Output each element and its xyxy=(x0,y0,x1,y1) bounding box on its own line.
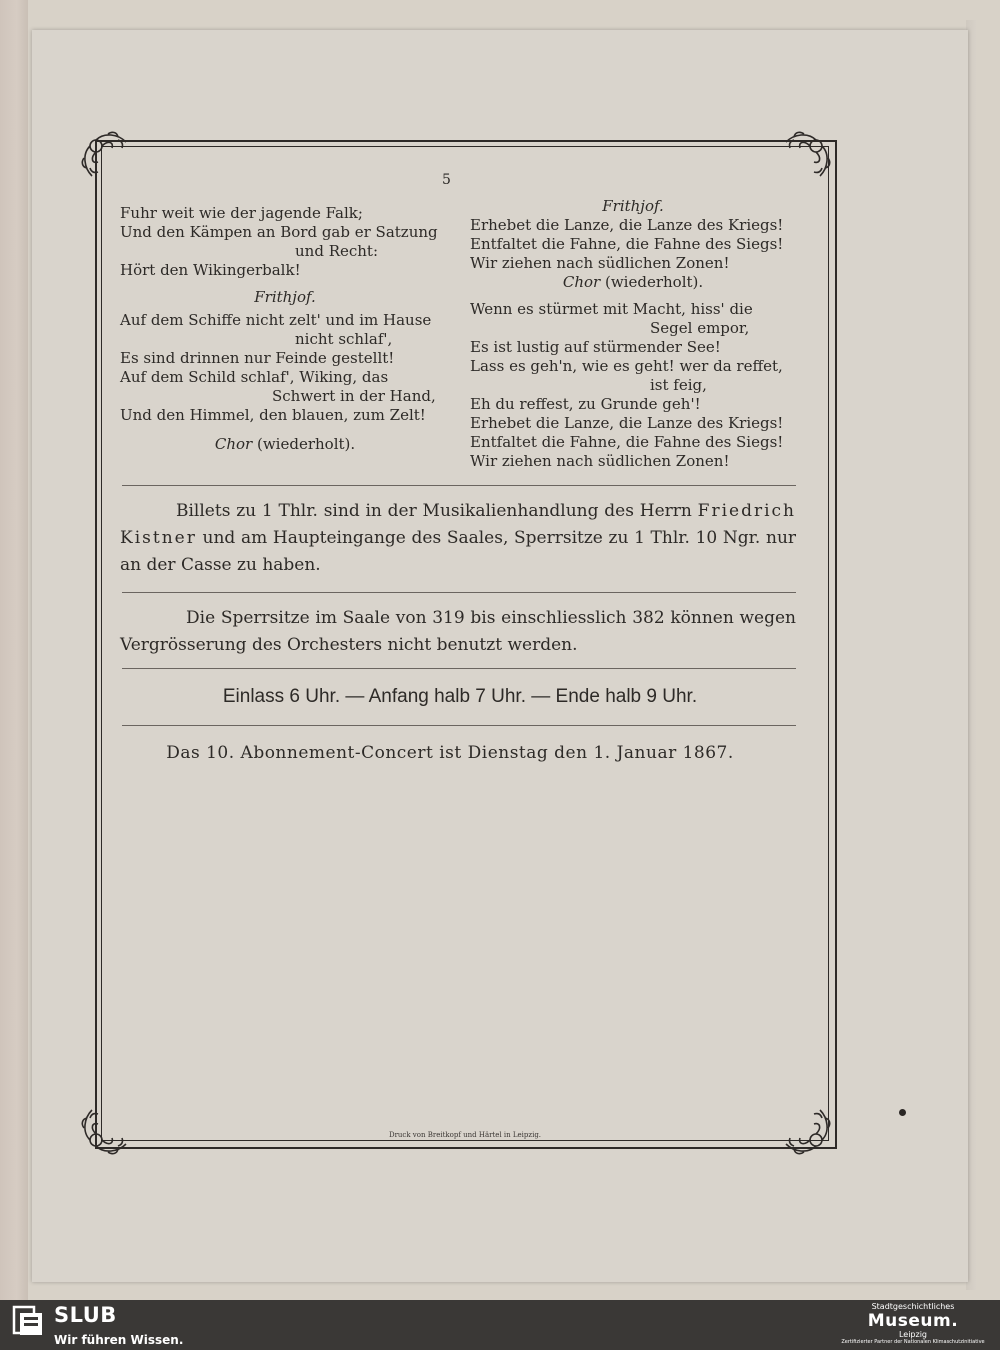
printer-imprint: Druck von Breitkopf und Härtel in Leipzig. xyxy=(388,1131,542,1139)
previous-page-edge xyxy=(0,0,28,1300)
poem-line: Auf dem Schild schlaf', Wiking, das xyxy=(120,368,389,386)
poem-line: Es ist lustig auf stürmender See! xyxy=(470,338,721,356)
poem-line: ist feig, xyxy=(650,376,707,394)
poem-line: Schwert in der Hand, xyxy=(272,387,436,405)
schedule-times: Einlass 6 Uhr. — Anfang halb 7 Uhr. — Ende halb 9 Uhr. xyxy=(222,686,698,707)
partner-logo xyxy=(838,1302,988,1346)
ticket-info-text: nur an der Casse zu haben. xyxy=(120,528,797,575)
chorus-repeat: (wiederholt). xyxy=(604,273,704,291)
chorus-repeat: (wiederholt). xyxy=(256,435,356,453)
speaker-heading: Frithjof. xyxy=(254,288,316,306)
corner-ornament-icon xyxy=(772,1096,834,1158)
library-tagline: Wir führen Wissen. xyxy=(54,1333,184,1347)
seller-last-name: Kistner xyxy=(120,528,197,548)
seating-notice: Die Sperrsitze im Saale von 319 bis einschliesslich 382 können wegen Vergrösserung des Orchesters nicht benutzt werden. xyxy=(120,608,796,655)
chorus-note xyxy=(470,273,796,292)
partner-line: Stadtgeschichtliches xyxy=(871,1302,955,1311)
corner-ornament-icon xyxy=(772,128,834,190)
seller-first-name: Friedrich xyxy=(697,501,796,521)
poem-line: nicht schlaf', xyxy=(295,330,393,348)
section-divider xyxy=(122,485,796,486)
partner-certification: Zertifizierter Partner der Nationalen Klimaschutzinitiative xyxy=(841,1339,985,1345)
slub-logo-icon xyxy=(12,1303,46,1337)
section-divider xyxy=(122,668,796,669)
poem-line: Wir ziehen nach südlichen Zonen! xyxy=(470,452,730,470)
chorus-note xyxy=(120,435,450,454)
section-divider xyxy=(122,592,796,593)
partner-name: Museum. xyxy=(867,1311,959,1331)
section-divider xyxy=(122,725,796,726)
page-number: 5 xyxy=(442,172,451,188)
poem-line: Es sind drinnen nur Feinde gestellt! xyxy=(120,349,395,367)
poem-line: Erhebet die Lanze, die Lanze des Kriegs! xyxy=(470,216,784,234)
left-column-poem xyxy=(120,204,450,454)
poem-line: Und den Himmel, den blauen, zum Zelt! xyxy=(120,406,426,424)
poem-line: Entfaltet die Fahne, die Fahne des Siegs! xyxy=(470,235,784,253)
ink-spot xyxy=(899,1109,906,1116)
poem-line: Erhebet die Lanze, die Lanze des Kriegs! xyxy=(470,414,784,432)
poem-line: Segel empor, xyxy=(650,319,750,337)
ticket-info-text: und am Haupteingange des Saales, Sperrsitze zu 1 Thlr. 10 Ngr. xyxy=(202,528,761,548)
poem-line: Fuhr weit wie der jagende Falk; xyxy=(120,204,363,222)
chorus-label: Chor xyxy=(214,435,253,453)
corner-ornament-icon xyxy=(78,1096,140,1158)
poem-line: Wenn es stürmet mit Macht, hiss' die xyxy=(470,300,753,318)
library-name: SLUB xyxy=(54,1303,117,1327)
next-concert-notice: Das 10. Abonnement-Concert ist Dienstag den 1. Januar 1867. xyxy=(166,743,734,763)
ticket-info-text: Billets zu 1 Thlr. sind in der Musikalienhandlung des Herrn xyxy=(176,501,692,521)
poem-line: Eh du reffest, zu Grunde geh'! xyxy=(470,395,701,413)
poem-line: und Recht: xyxy=(295,242,379,260)
ticket-info-paragraph xyxy=(120,498,796,579)
poem-line: Hört den Wikingerbalk! xyxy=(120,261,301,279)
speaker-heading: Frithjof. xyxy=(602,197,664,215)
poem-line: Auf dem Schiffe nicht zelt' und im Hause xyxy=(120,311,432,329)
right-column-poem xyxy=(470,197,796,471)
poem-line: Lass es geh'n, wie es geht! wer da reffet, xyxy=(470,357,783,375)
partner-city: Leipzig xyxy=(898,1330,928,1339)
corner-ornament-icon xyxy=(78,128,140,190)
poem-line: Entfaltet die Fahne, die Fahne des Siegs! xyxy=(470,433,784,451)
poem-line: Und den Kämpen an Bord gab er Satzung xyxy=(120,223,438,241)
poem-line: Wir ziehen nach südlichen Zonen! xyxy=(470,254,730,272)
chorus-label: Chor xyxy=(562,273,601,291)
